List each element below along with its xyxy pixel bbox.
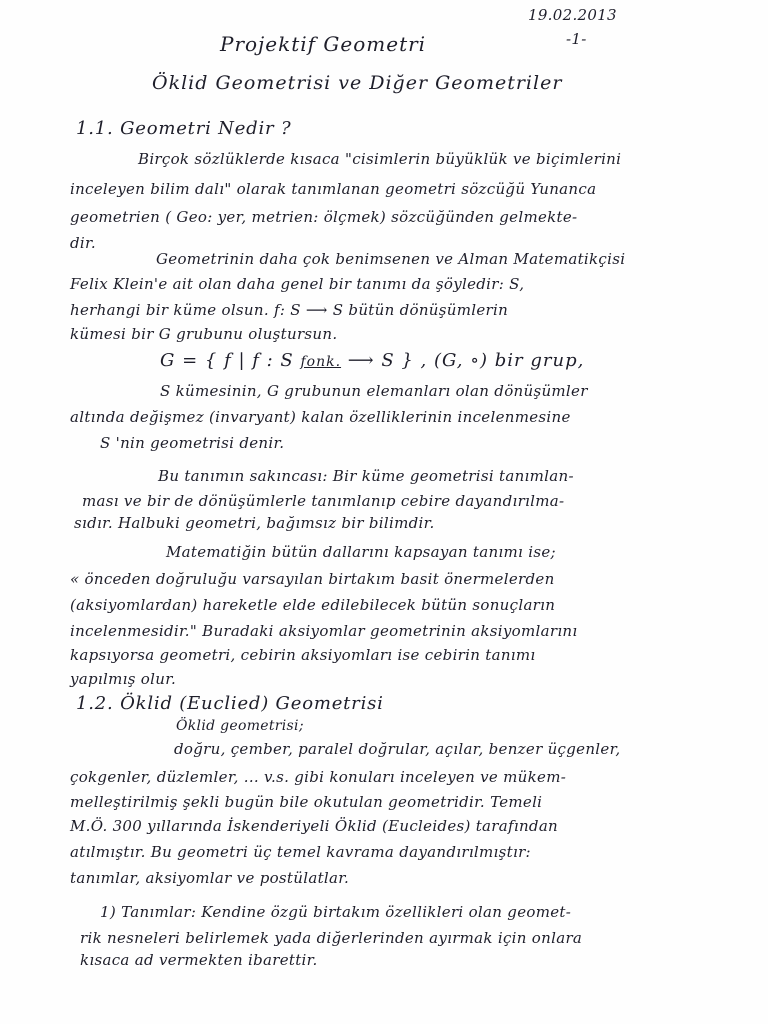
text-line: yapılmış olur.	[70, 670, 177, 688]
section-heading-1-2: 1.2. Öklid (Euclied) Geometrisi	[76, 693, 384, 714]
text-line: Birçok sözlüklerde kısaca "cisimlerin büyüklük ve biçimlerini	[138, 150, 622, 168]
text-line: Felix Klein'e ait olan daha genel bir tanımı da şöyledir: S,	[70, 275, 525, 293]
text-line: inceleyen bilim dalı" olarak tanımlanan geometri sözcüğü Yunanca	[70, 180, 597, 198]
page-subtitle: Öklid Geometrisi ve Diğer Geometriler	[152, 72, 563, 94]
text-line: melleştirilmiş şekli bugün bile okutulan geometridir. Temeli	[70, 793, 543, 811]
klein-formula	[160, 350, 584, 371]
section-heading-1-1: 1.1. Geometri Nedir ?	[76, 118, 292, 139]
text-line: incelenmesidir." Buradaki aksiyomlar geometrinin aksiyomlarını	[70, 622, 578, 640]
text-line: S kümesinin, G grubunun elemanları olan dönüşümler	[160, 382, 588, 400]
text-line: M.Ö. 300 yıllarında İskenderiyeli Öklid (Eucleides) tarafından	[70, 817, 559, 835]
text-line: 1) Tanımlar: Kendine özgü birtakım özellikleri olan geomet-	[100, 903, 572, 921]
formula-right: S } , (G, ∘) bir grup,	[381, 350, 585, 371]
text-line: geometrien ( Geo: yer, metrien: ölçmek) sözcüğünden gelmekte-	[70, 208, 578, 226]
date: 19.02.2013	[528, 6, 617, 24]
text-line: Matematiğin bütün dallarını kapsayan tanımı ise;	[166, 543, 556, 561]
text-line: (aksiyomlardan) hareketle elde edilebilecek bütün sonuçların	[70, 596, 556, 614]
formula-arrow-label: fonk.	[300, 354, 342, 370]
text-line: çokgenler, düzlemler, ... v.s. gibi konuları inceleyen ve mükem-	[70, 768, 567, 786]
section-sub-label: Öklid geometrisi;	[176, 718, 304, 734]
text-line: sıdır. Halbuki geometri, bağımsız bir bilimdir.	[74, 514, 435, 532]
text-line: « önceden doğruluğu varsayılan birtakım basit önermelerden	[70, 570, 555, 588]
text-line: rik nesneleri belirlemek yada diğerlerinden ayırmak için onlara	[80, 929, 583, 947]
text-line: kısaca ad vermekten ibarettir.	[80, 951, 318, 969]
text-line: doğru, çember, paralel doğrular, açılar, benzer üçgenler,	[174, 740, 621, 758]
text-line: S 'nin geometrisi denir.	[100, 434, 285, 452]
text-line: altında değişmez (invaryant) kalan özelliklerinin incelenmesine	[70, 408, 571, 426]
text-line: ması ve bir de dönüşümlerle tanımlanıp cebire dayandırılma-	[82, 492, 565, 510]
text-line: kapsıyorsa geometri, cebirin aksiyomları ise cebirin tanımı	[70, 646, 536, 664]
text-line: tanımlar, aksiyomlar ve postülatlar.	[70, 869, 350, 887]
text-line: Geometrinin daha çok benimsenen ve Alman Matematikçisi	[156, 250, 626, 268]
text-line: kümesi bir G grubunu oluştursun.	[70, 325, 338, 343]
page-number: -1-	[566, 30, 587, 48]
page-title: Projektif Geometri	[220, 32, 427, 56]
formula-left: G = { f | f : S	[160, 350, 294, 371]
text-line: atılmıştır. Bu geometri üç temel kavrama dayandırılmıştır:	[70, 843, 531, 861]
text-line: herhangi bir küme olsun. f: S ⟶ S bütün dönüşümlerin	[70, 301, 509, 319]
text-line: Bu tanımın sakıncası: Bir küme geometrisi tanımlan-	[158, 467, 574, 485]
text-line: dir.	[70, 234, 96, 252]
arrow-icon: ⟶	[347, 350, 375, 371]
